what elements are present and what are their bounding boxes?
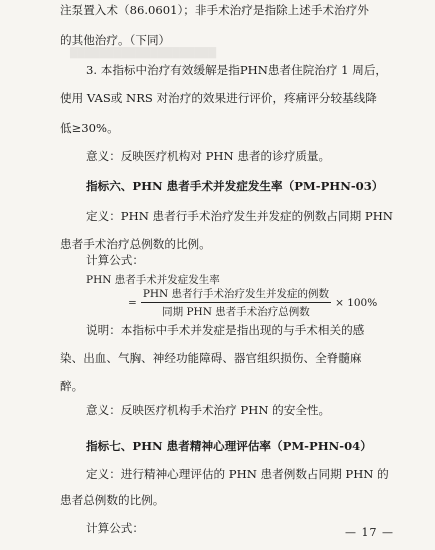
- text-line: 低≥30%。: [60, 121, 119, 135]
- text-line: 醉。: [60, 379, 84, 393]
- formula-label: PHN 患者手术并发症发生率: [86, 274, 220, 286]
- bleed-through-shadow: ████████████████████: [70, 48, 217, 59]
- definition-line: 定义：进行精神心理评估的 PHN 患者例数占同期 PHN 的: [86, 467, 389, 481]
- formula-equals: =: [128, 296, 137, 309]
- page-number: — 17 —: [345, 526, 394, 539]
- explanation-line: 说明：本指标中手术并发症是指出现的与手术相关的感: [86, 323, 365, 337]
- text-line: 患者手术治疗总例数的比例。: [60, 237, 211, 251]
- formula-fraction: [128, 286, 377, 319]
- formula-multiplier: × 100%: [335, 296, 378, 309]
- formula-denominator: 同期 PHN 患者手术治疗总例数: [162, 306, 310, 318]
- text-line: 3. 本指标中治疗有效缓解是指PHN患者住院治疗 1 周后，: [86, 63, 388, 77]
- text-line: 的其他治疗。（下同）: [60, 33, 171, 47]
- text-line: 注泵置入术（86.0601）；非手术治疗是指除上述手术治疗外: [60, 3, 369, 17]
- text-line: 染、出血、气胸、神经功能障碍、器官组织损伤、全脊髓麻: [60, 351, 362, 365]
- significance-line: 意义：反映医疗机构手术治疗 PHN 的安全性。: [86, 403, 331, 417]
- text-line: 使用 VAS或 NRS 对治疗的效果进行评价，疼痛评分较基线降: [60, 91, 377, 105]
- fraction-body: [141, 286, 331, 319]
- text-line: 患者总例数的比例。: [60, 493, 165, 507]
- formula-heading: 计算公式：: [86, 253, 144, 267]
- section-heading-indicator-6: 指标六、PHN 患者手术并发症发生率（PM-PHN-03）: [86, 179, 384, 193]
- formula-heading: 计算公式：: [86, 521, 144, 535]
- significance-line: 意义：反映医疗机构对 PHN 患者的诊疗质量。: [86, 149, 331, 163]
- section-heading-indicator-7: 指标七、PHN 患者精神心理评估率（PM-PHN-04）: [86, 439, 372, 453]
- formula-numerator: PHN 患者行手术治疗发生并发症的例数: [141, 286, 331, 303]
- definition-line: 定义：PHN 患者行手术治疗发生并发症的例数占同期 PHN: [86, 209, 393, 223]
